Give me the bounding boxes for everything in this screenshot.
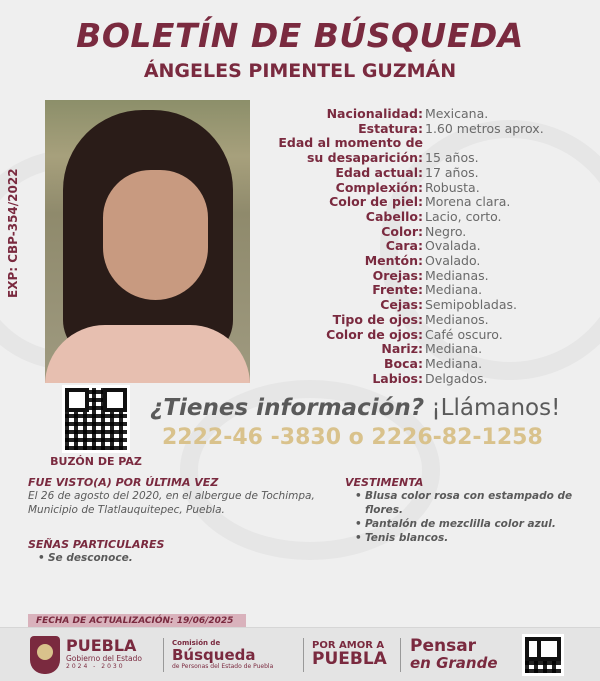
- clothing-title: VESTIMENTA: [345, 476, 424, 489]
- attribute-value: Medianas.: [425, 267, 489, 283]
- page-title: BOLETÍN DE BÚSQUEDA: [76, 16, 524, 55]
- comision-line-1: Comisión de: [172, 639, 221, 647]
- attribute-row: [270, 372, 590, 387]
- update-date-badge: FECHA DE ACTUALIZACIÓN: 19/06/2025: [28, 614, 246, 628]
- attribute-key: Color:: [381, 223, 423, 239]
- attribute-value: Semipobladas.: [425, 297, 518, 313]
- attribute-row: [270, 328, 590, 343]
- attribute-value: Ovalado.: [425, 253, 481, 269]
- contact-call: ¡Llámanos!: [424, 395, 561, 421]
- list-item: • Pantalón de mezclilla color azul.: [355, 517, 575, 531]
- attribute-row: [270, 254, 590, 269]
- buzon-label: BUZÓN DE PAZ: [50, 455, 142, 468]
- attribute-key: Cara:: [385, 238, 423, 254]
- last-seen-text: El 26 de agosto del 2020, en el albergue de Tochimpa, Municipio de Tlatlauquitepec, Puebla.: [28, 490, 315, 516]
- attribute-value: Medianos.: [425, 311, 489, 327]
- case-code: EXP: CBP-354/2022: [6, 168, 20, 298]
- attribute-row: [270, 357, 590, 372]
- clothing-list: [345, 489, 575, 545]
- attribute-key: Boca:: [384, 355, 423, 371]
- attribute-row: [270, 151, 590, 166]
- list-item: • Se desconoce.: [38, 551, 328, 565]
- attribute-value: 15 años.: [425, 150, 479, 166]
- attributes-list: [270, 107, 590, 386]
- qr-pattern: [65, 388, 127, 450]
- attribute-row: [270, 239, 590, 254]
- footer-logos: [0, 627, 600, 681]
- attribute-value: Mexicana.: [425, 106, 489, 121]
- pensar-en-grande-logo: [410, 638, 510, 671]
- attribute-row: [270, 269, 590, 284]
- contact-phones[interactable]: 2222-46 -3830 o 2226-82-1258: [162, 425, 543, 450]
- attribute-key: Complexión:: [335, 179, 423, 195]
- attribute-value: Negro.: [425, 223, 467, 239]
- attribute-value: Mediana.: [425, 355, 483, 371]
- comision-line-2: Búsqueda: [172, 646, 256, 664]
- puebla-logo-years: 2024 - 2030: [66, 663, 125, 670]
- attribute-key: Color de ojos:: [326, 326, 423, 342]
- attribute-key: Cejas:: [380, 297, 423, 313]
- photo-face: [103, 170, 208, 300]
- particular-marks-title: SEÑAS PARTICULARES: [28, 538, 165, 551]
- attribute-row: [270, 166, 590, 181]
- attribute-row: [270, 342, 590, 357]
- list-item: • Blusa color rosa con estampado de flores.: [355, 489, 575, 517]
- divider: [163, 638, 164, 672]
- attribute-row: [270, 181, 590, 196]
- attribute-key: Orejas:: [372, 267, 423, 283]
- puebla-logo-subtitle: Gobierno del Estado: [66, 654, 142, 663]
- attribute-key: Color de piel:: [329, 194, 423, 210]
- poramor-line-1: POR AMOR A: [312, 640, 385, 651]
- attribute-key: su desaparición:: [306, 150, 423, 166]
- pensar-line-2: en Grande: [410, 654, 498, 672]
- attribute-value: Café oscuro.: [425, 326, 503, 342]
- por-amor-puebla-logo: [312, 640, 392, 667]
- puebla-government-logo: [66, 638, 156, 670]
- last-seen-section: [28, 476, 328, 517]
- attribute-row: [270, 210, 590, 225]
- attribute-key: Estatura:: [358, 120, 423, 136]
- attribute-value: 1.60 metros aprox.: [425, 120, 544, 136]
- attribute-row: [270, 283, 590, 298]
- divider: [303, 638, 304, 672]
- comision-line-3: de Personas del Estado de Puebla: [172, 663, 274, 670]
- pensar-line-1: Pensar: [410, 636, 477, 656]
- attribute-key: Nariz:: [381, 341, 423, 357]
- attribute-key: Nacionalidad:: [326, 106, 423, 121]
- particular-marks-list: [28, 551, 328, 565]
- attribute-row: [270, 313, 590, 328]
- attribute-key: Labios:: [372, 370, 423, 386]
- attribute-row: [270, 122, 590, 137]
- attribute-key: Tipo de ojos:: [332, 311, 423, 327]
- attribute-value: Robusta.: [425, 179, 480, 195]
- state-shield-icon: [30, 636, 60, 674]
- attribute-value: Ovalada.: [425, 238, 481, 254]
- attribute-value: Morena clara.: [425, 194, 511, 210]
- list-item: • Tenis blancos.: [355, 531, 575, 545]
- qr-pattern: [525, 637, 561, 673]
- footer-qr-code[interactable]: [522, 634, 564, 676]
- contact-question: ¿Tienes información?: [150, 395, 425, 421]
- attribute-value: Delgados.: [425, 370, 488, 386]
- contact-prompt: [150, 395, 590, 421]
- particular-marks-section: [28, 538, 328, 565]
- attribute-row: [270, 298, 590, 313]
- attribute-row: [270, 107, 590, 122]
- attribute-key: Cabello:: [365, 208, 423, 224]
- attribute-row: [270, 225, 590, 240]
- puebla-logo-title: PUEBLA: [66, 636, 137, 655]
- attribute-key: Mentón:: [364, 253, 423, 269]
- last-seen-title: FUE VISTO(A) POR ÚLTIMA VEZ: [28, 476, 219, 489]
- attribute-value: Mediana.: [425, 282, 483, 298]
- comision-logo: [172, 639, 297, 670]
- attribute-row: [270, 195, 590, 210]
- missing-person-photo: [45, 100, 250, 383]
- divider: [400, 638, 401, 672]
- attribute-value: Mediana.: [425, 341, 483, 357]
- buzon-qr-code[interactable]: [62, 385, 130, 453]
- attribute-key: Edad actual:: [335, 164, 423, 180]
- attribute-value: Lacio, corto.: [425, 208, 502, 224]
- attribute-key: Edad al momento de: [278, 135, 423, 151]
- missing-person-name: ÁNGELES PIMENTEL GUZMÁN: [143, 60, 457, 82]
- attribute-value: 17 años.: [425, 164, 479, 180]
- attribute-row: [270, 136, 590, 151]
- photo-shirt: [45, 325, 250, 383]
- poramor-line-2: PUEBLA: [312, 649, 387, 669]
- attribute-key: Frente:: [372, 282, 423, 298]
- clothing-section: [345, 476, 575, 545]
